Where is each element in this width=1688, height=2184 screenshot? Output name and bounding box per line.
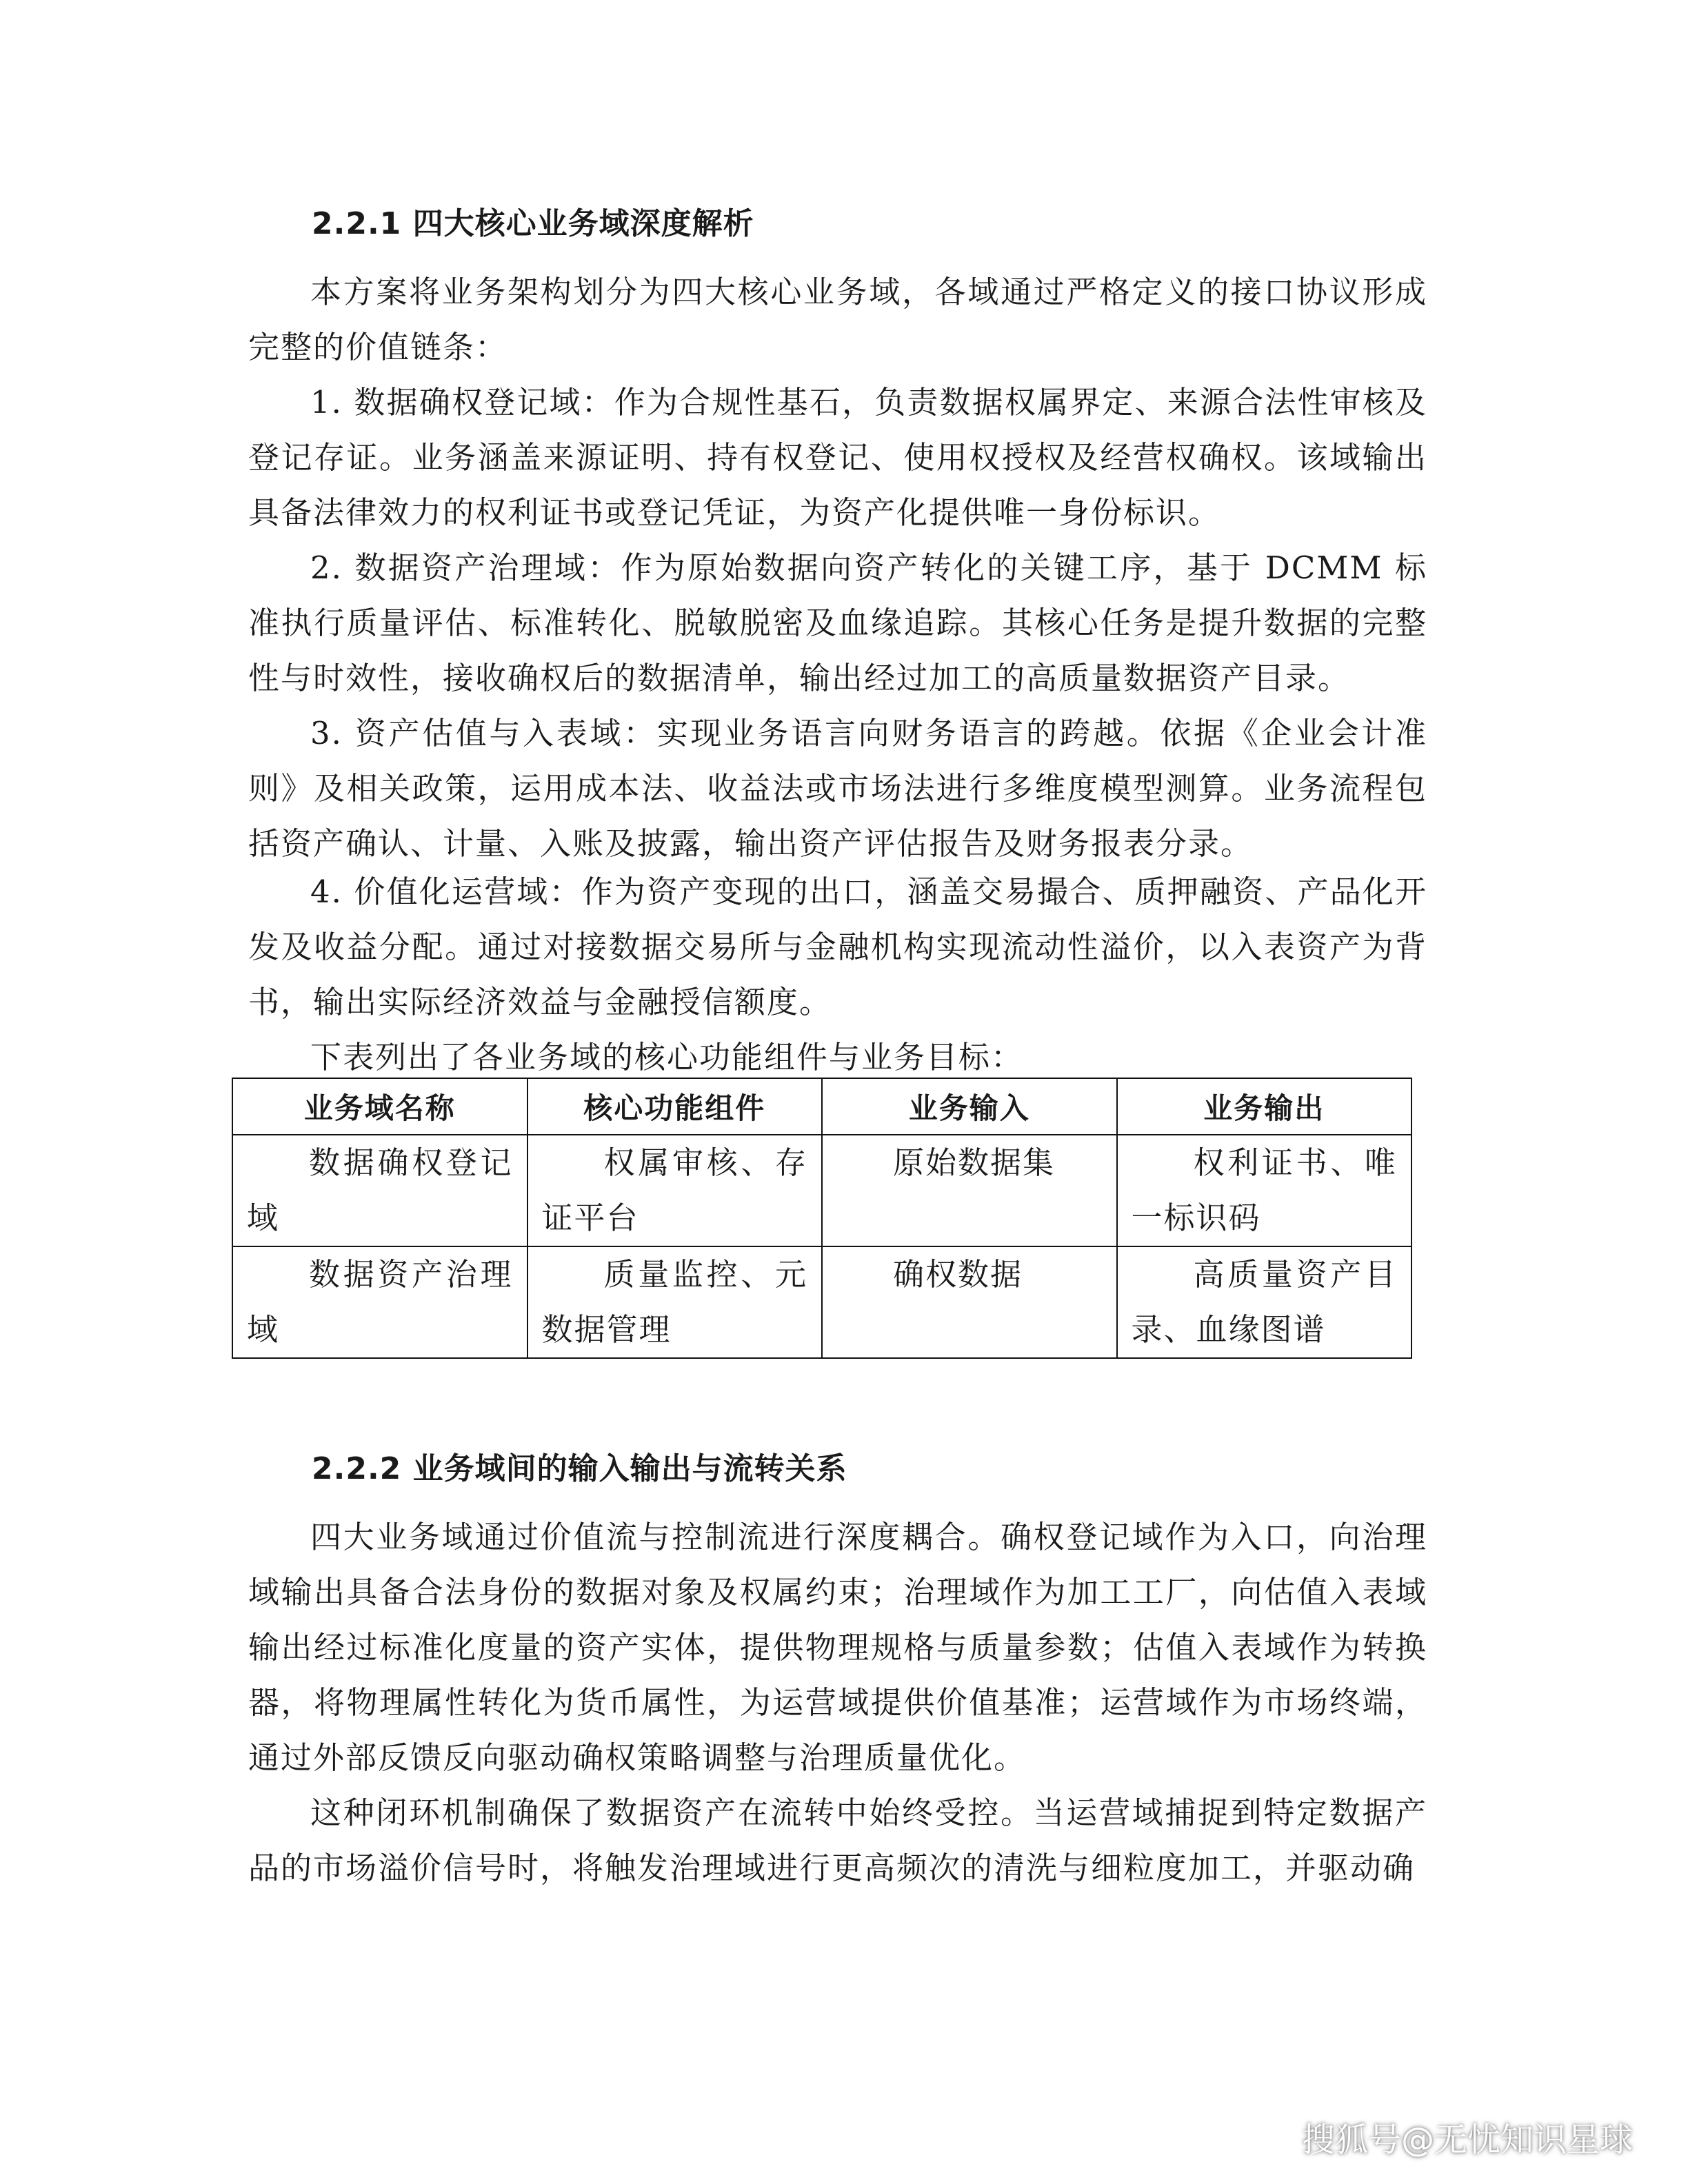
- table-caption: 下表列出了各业务域的核心功能组件与业务目标：: [310, 1039, 1024, 1075]
- table-cell: 高质量资产目录、血缘图谱: [1117, 1246, 1412, 1358]
- section-heading-2-2-1: 2.2.1 四大核心业务域深度解析: [312, 206, 754, 241]
- table-row: [232, 1135, 1411, 1246]
- table-cell: 数据确权登记域: [232, 1135, 528, 1246]
- list-item-3: 3. 资产估值与入表域：实现业务语言向财务语言的跨越。依据《企业会计准则》及相关政策，运用成本法、收益法或市场法进行多维度模型测算。业务流程包括资产确认、计量、入账及披露，输出资产评估报告及财务报表分录。: [248, 715, 1427, 862]
- body-paragraph: 四大业务域通过价值流与控制流进行深度耦合。确权登记域作为入口，向治理域输出具备合法身份的数据对象及权属约束；治理域作为加工工厂，向估值入表域输出经过标准化度量的资产实体，提供物理规格与质量参数；估值入表域作为转换器，将物理属性转化为货币属性，为运营域提供价值基准；运营域作为市场终端，通过外部反馈反向驱动确权策略调整与治理质量优化。: [248, 1519, 1427, 1776]
- table-header-cell: 业务输入: [822, 1078, 1117, 1135]
- business-domain-table: [232, 1078, 1412, 1359]
- table-header-cell: 核心功能组件: [528, 1078, 823, 1135]
- table-row: [232, 1246, 1411, 1358]
- section-heading-2-2-2: 2.2.2 业务域间的输入输出与流转关系: [312, 1451, 847, 1486]
- table-cell: 权属审核、存证平台: [528, 1135, 823, 1246]
- table-cell: 数据资产治理域: [232, 1246, 528, 1358]
- table-cell: 确权数据: [822, 1246, 1117, 1358]
- watermark: 搜狐号@无忧知识星球: [1301, 2121, 1633, 2159]
- table-cell: 质量监控、元数据管理: [528, 1246, 823, 1358]
- table-cell: 权利证书、唯一标识码: [1117, 1135, 1412, 1246]
- intro-paragraph: 本方案将业务架构划分为四大核心业务域，各域通过严格定义的接口协议形成完整的价值链条：: [248, 274, 1427, 365]
- list-item-2: 2. 数据资产治理域：作为原始数据向资产转化的关键工序，基于 DCMM 标准执行质量评估、标准转化、脱敏脱密及血缘追踪。其核心任务是提升数据的完整性与时效性，接收确权后的数据清单，输出经过加工的高质量数据资产目录。: [248, 549, 1427, 696]
- list-item-4: 4. 价值化运营域：作为资产变现的出口，涵盖交易撮合、质押融资、产品化开发及收益分配。通过对接数据交易所与金融机构实现流动性溢价，以入表资产为背书，输出实际经济效益与金融授信额度。: [248, 873, 1427, 1020]
- body-paragraph: 这种闭环机制确保了数据资产在流转中始终受控。当运营域捕捉到特定数据产品的市场溢价信号时，将触发治理域进行更高频次的清洗与细粒度加工，并驱动确: [248, 1794, 1427, 1886]
- table-header-cell: 业务输出: [1117, 1078, 1412, 1135]
- table-header-row: [232, 1078, 1411, 1135]
- table-cell: 原始数据集: [822, 1135, 1117, 1246]
- table-header-cell: 业务域名称: [232, 1078, 528, 1135]
- list-item-1: 1. 数据确权登记域：作为合规性基石，负责数据权属界定、来源合法性审核及登记存证。业务涵盖来源证明、持有权登记、使用权授权及经营权确权。该域输出具备法律效力的权利证书或登记凭证，为资产化提供唯一身份标识。: [248, 384, 1427, 531]
